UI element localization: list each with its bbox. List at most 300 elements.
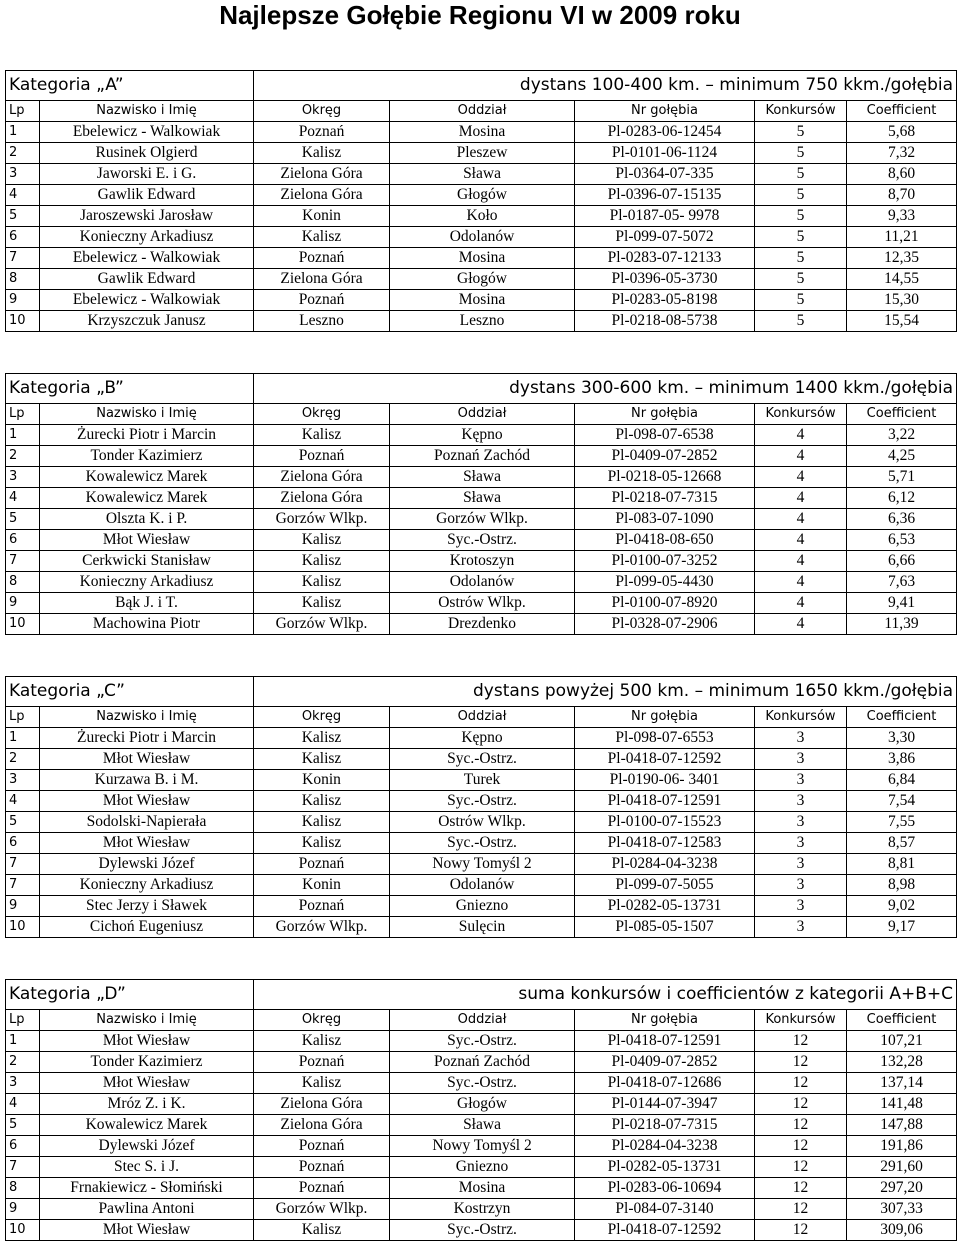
cell-name: Jaworski E. i G. (40, 164, 254, 185)
table-row (6, 248, 957, 269)
column-header-district: Okręg (254, 404, 390, 425)
column-header-branch: Oddział (390, 404, 575, 425)
cell-branch: Syc.-Ostrz. (390, 833, 575, 854)
cell-ring: Pl-0218-07-7315 (575, 488, 755, 509)
cell-district: Poznań (254, 122, 390, 143)
table-row (6, 227, 957, 248)
cell-branch: Drezdenko (390, 614, 575, 635)
table-row (6, 896, 957, 917)
cell-contests: 4 (755, 425, 847, 446)
cell-branch: Sława (390, 467, 575, 488)
cell-coefficient: 15,30 (847, 290, 957, 311)
cell-district: Kalisz (254, 227, 390, 248)
cell-coefficient: 7,63 (847, 572, 957, 593)
cell-lp: 4 (6, 488, 40, 509)
cell-ring: Pl-0418-07-12591 (575, 791, 755, 812)
cell-lp: 7 (6, 875, 40, 896)
cell-name: Młot Wiesław (40, 833, 254, 854)
cell-ring: Pl-0418-07-12583 (575, 833, 755, 854)
cell-lp: 7 (6, 551, 40, 572)
cell-ring: Pl-0284-04-3238 (575, 854, 755, 875)
table-row (6, 854, 957, 875)
cell-branch: Gniezno (390, 896, 575, 917)
cell-lp: 9 (6, 1199, 40, 1220)
cell-name: Cichoń Eugeniusz (40, 917, 254, 938)
cell-branch: Mosina (390, 122, 575, 143)
cell-coefficient: 7,55 (847, 812, 957, 833)
cell-branch: Kostrzyn (390, 1199, 575, 1220)
column-header-ring: Nr gołębia (575, 101, 755, 122)
cell-coefficient: 3,22 (847, 425, 957, 446)
cell-ring: Pl-098-07-6553 (575, 728, 755, 749)
column-header-contests: Konkursów (755, 101, 847, 122)
column-header-district: Okręg (254, 707, 390, 728)
cell-branch: Mosina (390, 290, 575, 311)
column-header-contests: Konkursów (755, 404, 847, 425)
cell-district: Kalisz (254, 551, 390, 572)
cell-contests: 5 (755, 185, 847, 206)
column-header-district: Okręg (254, 101, 390, 122)
table-row (6, 1220, 957, 1241)
cell-name: Pawlina Antoni (40, 1199, 254, 1220)
category-section (5, 70, 956, 332)
cell-coefficient: 8,81 (847, 854, 957, 875)
cell-coefficient: 5,68 (847, 122, 957, 143)
table-row (6, 1199, 957, 1220)
cell-coefficient: 14,55 (847, 269, 957, 290)
table-row (6, 185, 957, 206)
table-row (6, 290, 957, 311)
cell-district: Leszno (254, 311, 390, 332)
cell-ring: Pl-0418-07-12592 (575, 749, 755, 770)
cell-district: Kalisz (254, 1031, 390, 1052)
cell-coefficient: 6,84 (847, 770, 957, 791)
cell-coefficient: 191,86 (847, 1136, 957, 1157)
ranking-table (5, 70, 957, 332)
cell-ring: Pl-0282-05-13731 (575, 896, 755, 917)
cell-lp: 3 (6, 164, 40, 185)
cell-contests: 3 (755, 791, 847, 812)
cell-branch: Głogów (390, 185, 575, 206)
cell-contests: 12 (755, 1094, 847, 1115)
cell-name: Olszta K. i P. (40, 509, 254, 530)
cell-coefficient: 141,48 (847, 1094, 957, 1115)
cell-ring: Pl-0101-06-1124 (575, 143, 755, 164)
cell-branch: Koło (390, 206, 575, 227)
cell-coefficient: 4,25 (847, 446, 957, 467)
cell-district: Poznań (254, 1178, 390, 1199)
cell-contests: 4 (755, 530, 847, 551)
cell-district: Konin (254, 875, 390, 896)
table-row (6, 1094, 957, 1115)
cell-branch: Poznań Zachód (390, 446, 575, 467)
cell-lp: 4 (6, 791, 40, 812)
cell-district: Kalisz (254, 791, 390, 812)
column-header-name: Nazwisko i Imię (40, 101, 254, 122)
cell-name: Kowalewicz Marek (40, 1115, 254, 1136)
ranking-table (5, 373, 957, 635)
cell-lp: 7 (6, 854, 40, 875)
cell-coefficient: 309,06 (847, 1220, 957, 1241)
table-row (6, 269, 957, 290)
cell-district: Zielona Góra (254, 164, 390, 185)
cell-ring: Pl-085-05-1507 (575, 917, 755, 938)
cell-ring: Pl-0328-07-2906 (575, 614, 755, 635)
cell-name: Dylewski Józef (40, 854, 254, 875)
cell-name: Młot Wiesław (40, 530, 254, 551)
cell-coefficient: 9,17 (847, 917, 957, 938)
cell-ring: Pl-0283-06-10694 (575, 1178, 755, 1199)
table-row (6, 467, 957, 488)
cell-district: Poznań (254, 1052, 390, 1073)
cell-branch: Poznań Zachód (390, 1052, 575, 1073)
cell-district: Zielona Góra (254, 269, 390, 290)
column-header-lp: Lp (6, 101, 40, 122)
cell-name: Żurecki Piotr i Marcin (40, 425, 254, 446)
cell-district: Gorzów Wlkp. (254, 1199, 390, 1220)
cell-ring: Pl-0409-07-2852 (575, 446, 755, 467)
cell-coefficient: 8,60 (847, 164, 957, 185)
table-row (6, 791, 957, 812)
column-header-name: Nazwisko i Imię (40, 707, 254, 728)
cell-coefficient: 107,21 (847, 1031, 957, 1052)
cell-name: Bąk J. i T. (40, 593, 254, 614)
column-header-contests: Konkursów (755, 707, 847, 728)
category-section (5, 676, 956, 938)
cell-contests: 12 (755, 1115, 847, 1136)
cell-lp: 3 (6, 770, 40, 791)
cell-coefficient: 12,35 (847, 248, 957, 269)
table-row (6, 311, 957, 332)
ranking-table (5, 676, 957, 938)
cell-branch: Krotoszyn (390, 551, 575, 572)
cell-lp: 10 (6, 1220, 40, 1241)
table-row (6, 530, 957, 551)
cell-lp: 4 (6, 1094, 40, 1115)
cell-coefficient: 9,41 (847, 593, 957, 614)
column-header-branch: Oddział (390, 707, 575, 728)
cell-branch: Leszno (390, 311, 575, 332)
cell-branch: Syc.-Ostrz. (390, 530, 575, 551)
cell-district: Poznań (254, 1136, 390, 1157)
table-row (6, 509, 957, 530)
cell-contests: 3 (755, 728, 847, 749)
cell-coefficient: 3,30 (847, 728, 957, 749)
cell-branch: Syc.-Ostrz. (390, 1220, 575, 1241)
cell-name: Młot Wiesław (40, 749, 254, 770)
cell-coefficient: 11,39 (847, 614, 957, 635)
cell-branch: Ostrów Wlkp. (390, 812, 575, 833)
table-row (6, 833, 957, 854)
cell-name: Machowina Piotr (40, 614, 254, 635)
cell-name: Kowalewicz Marek (40, 467, 254, 488)
cell-district: Gorzów Wlkp. (254, 614, 390, 635)
cell-ring: Pl-0284-04-3238 (575, 1136, 755, 1157)
column-header-lp: Lp (6, 707, 40, 728)
cell-lp: 5 (6, 206, 40, 227)
cell-branch: Gorzów Wlkp. (390, 509, 575, 530)
cell-lp: 8 (6, 572, 40, 593)
cell-coefficient: 6,66 (847, 551, 957, 572)
cell-district: Poznań (254, 446, 390, 467)
cell-branch: Odolanów (390, 227, 575, 248)
cell-branch: Nowy Tomyśl 2 (390, 854, 575, 875)
cell-name: Młot Wiesław (40, 1220, 254, 1241)
cell-contests: 12 (755, 1220, 847, 1241)
cell-coefficient: 8,98 (847, 875, 957, 896)
cell-contests: 5 (755, 227, 847, 248)
cell-lp: 6 (6, 1136, 40, 1157)
cell-ring: Pl-0418-07-12591 (575, 1031, 755, 1052)
cell-ring: Pl-0364-07-335 (575, 164, 755, 185)
cell-name: Konieczny Arkadiusz (40, 572, 254, 593)
cell-branch: Gniezno (390, 1157, 575, 1178)
cell-contests: 3 (755, 770, 847, 791)
cell-coefficient: 9,33 (847, 206, 957, 227)
cell-coefficient: 297,20 (847, 1178, 957, 1199)
column-header-contests: Konkursów (755, 1010, 847, 1031)
cell-district: Poznań (254, 896, 390, 917)
cell-branch: Kępno (390, 425, 575, 446)
cell-name: Kowalewicz Marek (40, 488, 254, 509)
cell-branch: Syc.-Ostrz. (390, 791, 575, 812)
cell-ring: Pl-099-05-4430 (575, 572, 755, 593)
cell-ring: Pl-099-07-5055 (575, 875, 755, 896)
cell-contests: 5 (755, 248, 847, 269)
cell-lp: 4 (6, 185, 40, 206)
cell-ring: Pl-0409-07-2852 (575, 1052, 755, 1073)
category-section (5, 373, 956, 635)
cell-lp: 1 (6, 728, 40, 749)
cell-lp: 2 (6, 749, 40, 770)
cell-name: Ebelewicz - Walkowiak (40, 290, 254, 311)
column-header-coefficient: Coefficient (847, 101, 957, 122)
cell-lp: 6 (6, 227, 40, 248)
cell-lp: 5 (6, 1115, 40, 1136)
cell-district: Gorzów Wlkp. (254, 917, 390, 938)
cell-name: Stec Jerzy i Sławek (40, 896, 254, 917)
cell-name: Stec S. i J. (40, 1157, 254, 1178)
column-header-branch: Oddział (390, 1010, 575, 1031)
cell-lp: 9 (6, 593, 40, 614)
cell-ring: Pl-083-07-1090 (575, 509, 755, 530)
cell-name: Jaroszewski Jarosław (40, 206, 254, 227)
cell-branch: Sulęcin (390, 917, 575, 938)
cell-ring: Pl-0418-08-650 (575, 530, 755, 551)
cell-ring: Pl-0100-07-8920 (575, 593, 755, 614)
cell-ring: Pl-0418-07-12686 (575, 1073, 755, 1094)
cell-name: Konieczny Arkadiusz (40, 875, 254, 896)
cell-coefficient: 5,71 (847, 467, 957, 488)
cell-coefficient: 7,32 (847, 143, 957, 164)
cell-district: Poznań (254, 248, 390, 269)
cell-name: Ebelewicz - Walkowiak (40, 122, 254, 143)
category-name: Kategoria „A” (6, 71, 254, 101)
cell-name: Krzyszczuk Janusz (40, 311, 254, 332)
cell-name: Tonder Kazimierz (40, 1052, 254, 1073)
cell-name: Ebelewicz - Walkowiak (40, 248, 254, 269)
cell-coefficient: 6,36 (847, 509, 957, 530)
cell-lp: 8 (6, 269, 40, 290)
cell-district: Kalisz (254, 593, 390, 614)
column-header-lp: Lp (6, 1010, 40, 1031)
cell-contests: 4 (755, 509, 847, 530)
cell-lp: 2 (6, 143, 40, 164)
table-row (6, 917, 957, 938)
column-header-ring: Nr gołębia (575, 1010, 755, 1031)
cell-branch: Mosina (390, 248, 575, 269)
cell-coefficient: 6,12 (847, 488, 957, 509)
cell-contests: 12 (755, 1199, 847, 1220)
cell-ring: Pl-0283-07-12133 (575, 248, 755, 269)
cell-branch: Pleszew (390, 143, 575, 164)
cell-name: Młot Wiesław (40, 791, 254, 812)
cell-ring: Pl-0396-07-15135 (575, 185, 755, 206)
cell-branch: Syc.-Ostrz. (390, 1073, 575, 1094)
cell-district: Konin (254, 770, 390, 791)
page-title: Najlepsze Gołębie Regionu VI w 2009 roku (219, 0, 741, 30)
table-row (6, 1073, 957, 1094)
cell-branch: Ostrów Wlkp. (390, 593, 575, 614)
table-row (6, 572, 957, 593)
category-name: Kategoria „B” (6, 374, 254, 404)
cell-ring: Pl-0100-07-15523 (575, 812, 755, 833)
column-header-ring: Nr gołębia (575, 707, 755, 728)
cell-lp: 1 (6, 425, 40, 446)
cell-contests: 12 (755, 1136, 847, 1157)
cell-contests: 3 (755, 749, 847, 770)
cell-district: Zielona Góra (254, 488, 390, 509)
cell-branch: Głogów (390, 1094, 575, 1115)
cell-coefficient: 137,14 (847, 1073, 957, 1094)
column-header-lp: Lp (6, 404, 40, 425)
column-header-coefficient: Coefficient (847, 1010, 957, 1031)
cell-coefficient: 9,02 (847, 896, 957, 917)
cell-lp: 10 (6, 917, 40, 938)
cell-lp: 1 (6, 1031, 40, 1052)
category-section (5, 979, 956, 1241)
cell-lp: 10 (6, 311, 40, 332)
cell-district: Kalisz (254, 728, 390, 749)
table-row (6, 206, 957, 227)
cell-contests: 3 (755, 854, 847, 875)
cell-lp: 9 (6, 290, 40, 311)
cell-district: Gorzów Wlkp. (254, 509, 390, 530)
cell-branch: Głogów (390, 269, 575, 290)
table-row (6, 1052, 957, 1073)
cell-coefficient: 147,88 (847, 1115, 957, 1136)
cell-ring: Pl-0283-06-12454 (575, 122, 755, 143)
cell-lp: 6 (6, 530, 40, 551)
cell-lp: 8 (6, 1178, 40, 1199)
cell-coefficient: 8,57 (847, 833, 957, 854)
cell-name: Frnakiewicz - Słomiński (40, 1178, 254, 1199)
cell-lp: 7 (6, 1157, 40, 1178)
cell-ring: Pl-0396-05-3730 (575, 269, 755, 290)
cell-coefficient: 15,54 (847, 311, 957, 332)
cell-ring: Pl-0218-05-12668 (575, 467, 755, 488)
cell-lp: 3 (6, 467, 40, 488)
cell-ring: Pl-0283-05-8198 (575, 290, 755, 311)
column-header-coefficient: Coefficient (847, 707, 957, 728)
cell-name: Konieczny Arkadiusz (40, 227, 254, 248)
cell-contests: 4 (755, 593, 847, 614)
cell-coefficient: 7,54 (847, 791, 957, 812)
cell-contests: 12 (755, 1178, 847, 1199)
table-row (6, 164, 957, 185)
cell-ring: Pl-098-07-6538 (575, 425, 755, 446)
cell-lp: 10 (6, 614, 40, 635)
column-header-ring: Nr gołębia (575, 404, 755, 425)
category-distance: suma konkursów i coefficientów z kategorii A+B+C (254, 980, 957, 1010)
cell-district: Poznań (254, 854, 390, 875)
cell-ring: Pl-084-07-3140 (575, 1199, 755, 1220)
cell-name: Gawlik Edward (40, 269, 254, 290)
cell-branch: Mosina (390, 1178, 575, 1199)
cell-lp: 3 (6, 1073, 40, 1094)
cell-coefficient: 132,28 (847, 1052, 957, 1073)
cell-contests: 3 (755, 812, 847, 833)
table-row (6, 593, 957, 614)
column-header-name: Nazwisko i Imię (40, 404, 254, 425)
cell-contests: 5 (755, 122, 847, 143)
cell-ring: Pl-0187-05- 9978 (575, 206, 755, 227)
category-distance: dystans powyżej 500 km. – minimum 1650 kkm./gołębia (254, 677, 957, 707)
cell-coefficient: 11,21 (847, 227, 957, 248)
table-row (6, 446, 957, 467)
cell-coefficient: 307,33 (847, 1199, 957, 1220)
cell-lp: 5 (6, 812, 40, 833)
cell-lp: 2 (6, 1052, 40, 1073)
cell-contests: 5 (755, 269, 847, 290)
cell-contests: 4 (755, 614, 847, 635)
category-name: Kategoria „C” (6, 677, 254, 707)
table-row (6, 425, 957, 446)
table-row (6, 488, 957, 509)
cell-ring: Pl-0218-07-7315 (575, 1115, 755, 1136)
column-header-district: Okręg (254, 1010, 390, 1031)
cell-name: Młot Wiesław (40, 1073, 254, 1094)
table-row (6, 1157, 957, 1178)
cell-coefficient: 8,70 (847, 185, 957, 206)
cell-coefficient: 3,86 (847, 749, 957, 770)
cell-contests: 12 (755, 1052, 847, 1073)
cell-lp: 9 (6, 896, 40, 917)
cell-name: Kurzawa B. i M. (40, 770, 254, 791)
cell-contests: 12 (755, 1157, 847, 1178)
cell-lp: 6 (6, 833, 40, 854)
ranking-table (5, 979, 957, 1241)
cell-ring: Pl-0282-05-13731 (575, 1157, 755, 1178)
cell-district: Kalisz (254, 572, 390, 593)
table-row (6, 728, 957, 749)
cell-branch: Syc.-Ostrz. (390, 749, 575, 770)
cell-lp: 7 (6, 248, 40, 269)
cell-district: Kalisz (254, 833, 390, 854)
column-header-branch: Oddział (390, 101, 575, 122)
cell-branch: Sława (390, 1115, 575, 1136)
cell-contests: 4 (755, 467, 847, 488)
cell-ring: Pl-0100-07-3252 (575, 551, 755, 572)
cell-name: Młot Wiesław (40, 1031, 254, 1052)
column-header-name: Nazwisko i Imię (40, 1010, 254, 1031)
category-distance: dystans 100-400 km. – minimum 750 kkm./gołębia (254, 71, 957, 101)
table-row (6, 1178, 957, 1199)
cell-branch: Odolanów (390, 572, 575, 593)
cell-contests: 4 (755, 446, 847, 467)
table-row (6, 551, 957, 572)
cell-contests: 5 (755, 143, 847, 164)
